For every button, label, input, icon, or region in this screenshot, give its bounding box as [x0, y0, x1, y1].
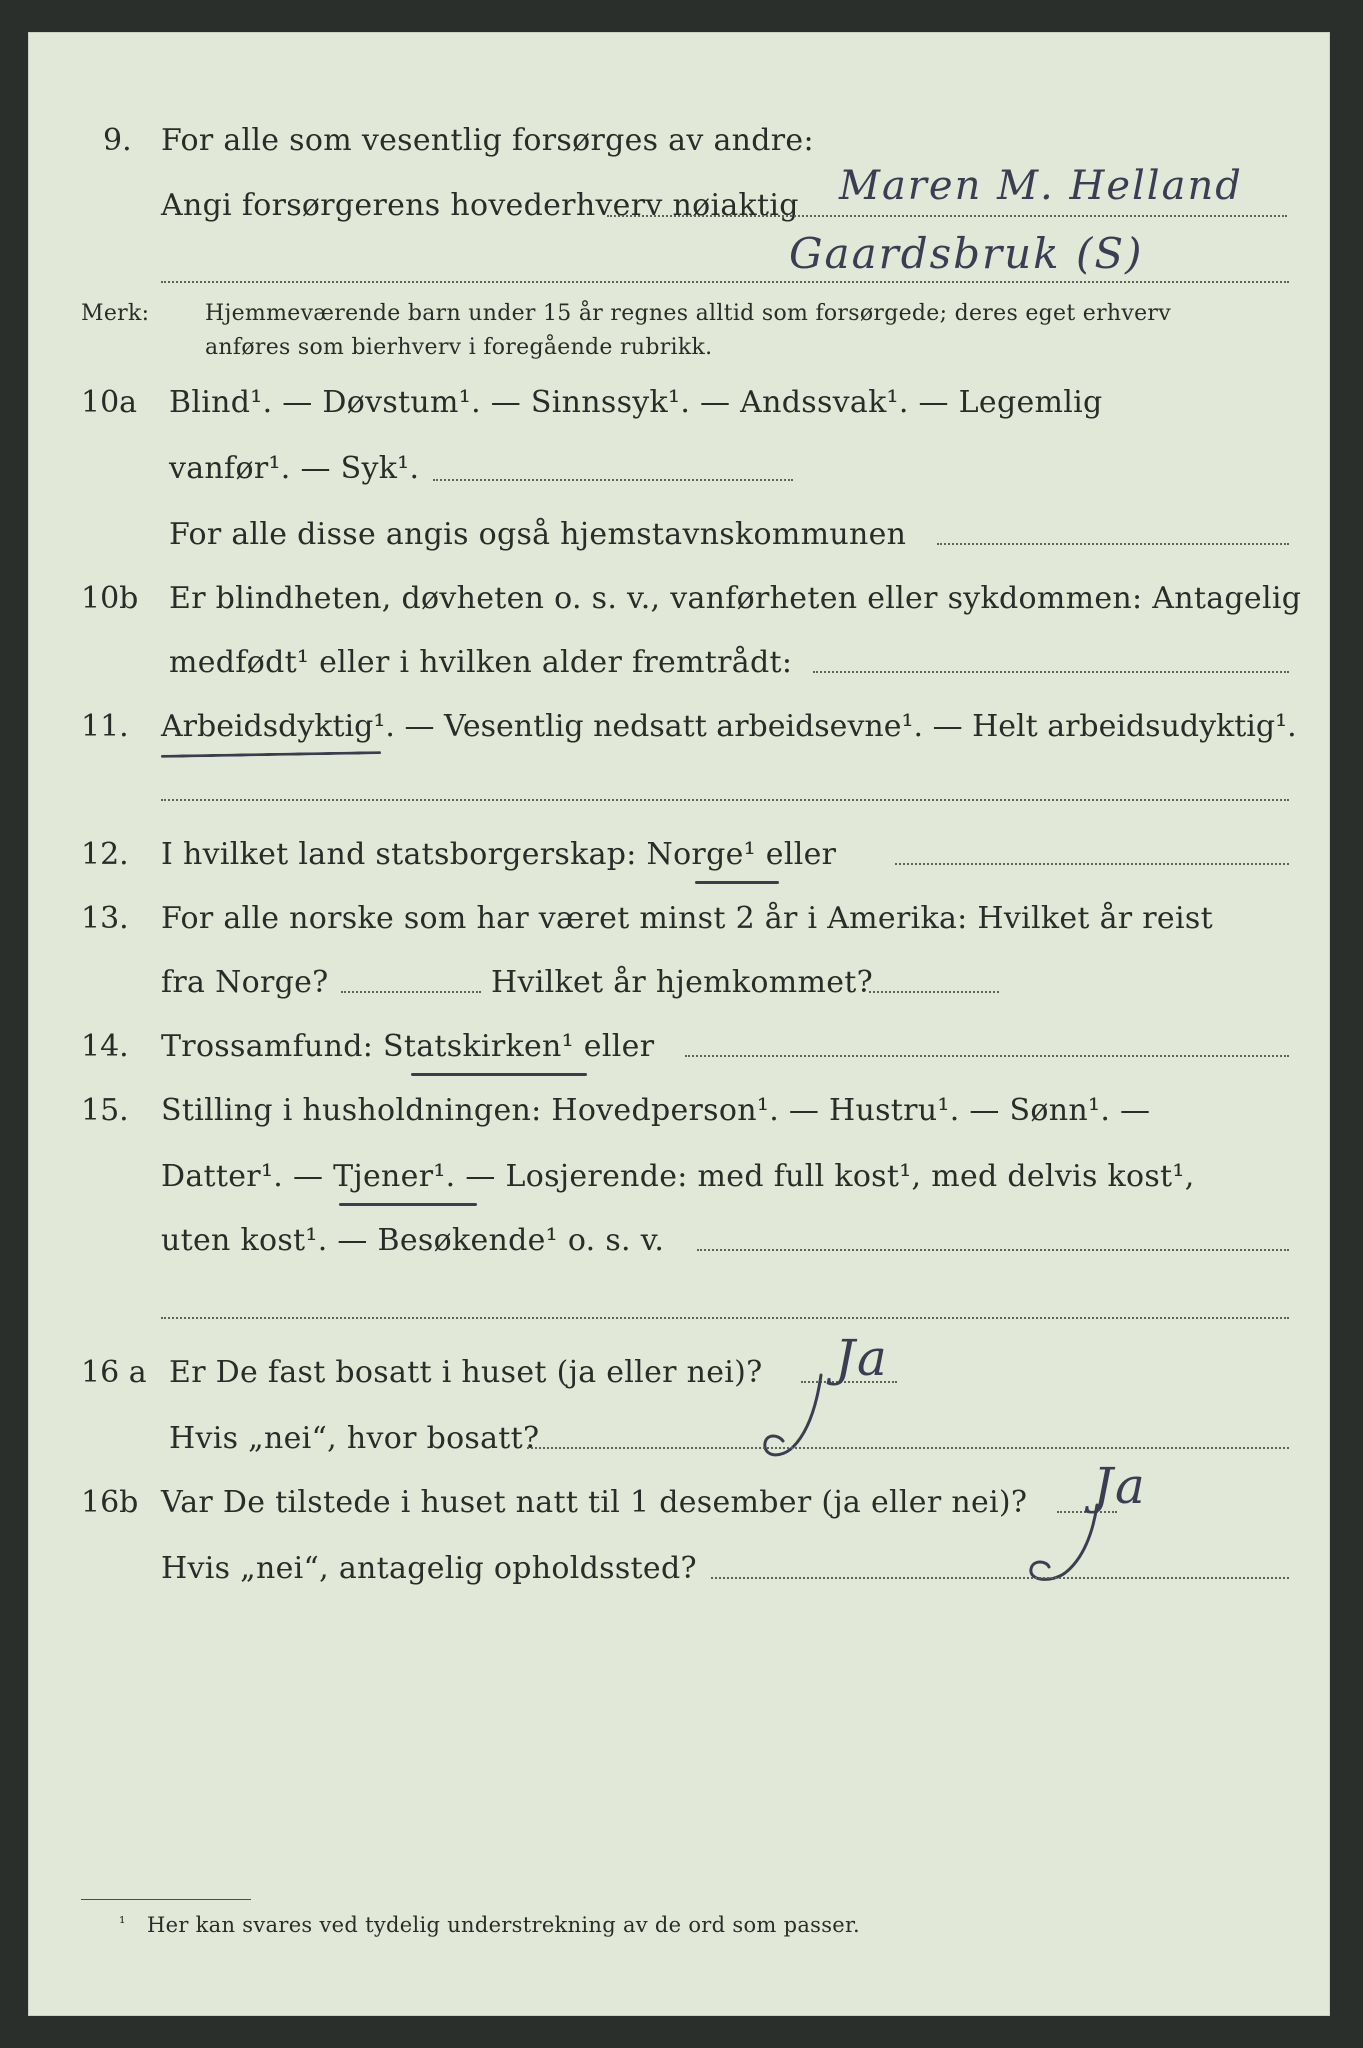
q16a-line2: Hvis „nei“, hvor bosatt?: [169, 1421, 540, 1456]
q10b-line1: Er blindheten, døvheten o. s. v., vanførheten eller sykdommen: Antagelig: [169, 581, 1302, 616]
q16b-handwritten-answer: Ja: [1093, 1457, 1147, 1515]
q13-answer-line2: [869, 991, 999, 993]
q15-line1: Stilling i husholdningen: Hovedperson¹. — Hustru¹. — Sønn¹. —: [161, 1093, 1151, 1128]
q10a-answer-line2: [937, 543, 1289, 545]
q9-answer-line1: [607, 215, 1287, 217]
q16a-handwritten-answer: Ja: [835, 1329, 889, 1387]
q10a-answer-line1: [433, 479, 793, 481]
q10b-answer-line: [813, 671, 1289, 673]
q10a-line2: vanfør¹. — Syk¹.: [169, 451, 420, 486]
q15-line2: Datter¹. — Tjener¹. — Losjerende: med full kost¹, med delvis kost¹,: [161, 1159, 1195, 1194]
q11-underline-mark: [161, 751, 381, 758]
q10b-line2: medfødt¹ eller i hvilken alder fremtrådt:: [169, 645, 793, 680]
q16a-ink-stroke: [759, 1373, 839, 1463]
footnote-text: Her kan svares ved tydelig understrekning av de ord som passer.: [147, 1913, 861, 1937]
q11-number: 11.: [81, 709, 129, 744]
q16a-number: 16 a: [81, 1355, 147, 1390]
q9-answer-line2: [161, 281, 1289, 283]
q15-number: 15.: [81, 1093, 129, 1128]
q13-line2a: fra Norge?: [161, 965, 329, 1000]
footnote-rule: [81, 1899, 251, 1900]
merk-line2: anføres som bierhverv i foregående rubrikk.: [205, 335, 713, 360]
q16a-line1: Er De fast bosatt i huset (ja eller nei)?: [169, 1355, 763, 1390]
q13-answer-line1: [341, 991, 481, 993]
q10a-number: 10a: [81, 385, 138, 420]
census-form-page: [28, 32, 1330, 2016]
q10a-line3: For alle disse angis også hjemstavnskommunen: [169, 517, 907, 552]
q14-line1: Trossamfund: Statskirken¹ eller: [161, 1029, 655, 1064]
q9-line1: For alle som vesentlig forsørges av andre:: [161, 123, 814, 158]
q13-line2b: Hvilket år hjemkommet?: [491, 965, 874, 1000]
q16a-answer-line2: [527, 1447, 1289, 1449]
q12-line1: I hvilket land statsborgerskap: Norge¹ eller: [161, 837, 837, 872]
merk-label: Merk:: [81, 301, 150, 326]
q16b-number: 16b: [81, 1485, 139, 1520]
q13-number: 13.: [81, 901, 129, 936]
q12-answer-line: [895, 863, 1289, 865]
q15-line3: uten kost¹. — Besøkende¹ o. s. v.: [161, 1223, 665, 1258]
q16b-ink-stroke: [1019, 1503, 1109, 1593]
q10a-line1: Blind¹. — Døvstum¹. — Sinnssyk¹. — Andssvak¹. — Legemlig: [169, 385, 1103, 420]
q14-answer-line: [685, 1055, 1289, 1057]
q11-line1: Arbeidsdyktig¹. — Vesentlig nedsatt arbeidsevne¹. — Helt arbeidsudyktig¹.: [161, 709, 1297, 744]
footnote-mark: ¹: [119, 1913, 126, 1932]
q9-line2: Angi forsørgerens hovederhverv nøiaktig: [161, 188, 799, 223]
q9-handwritten-answer2: Gaardsbruk (S): [789, 229, 1144, 278]
q12-number: 12.: [81, 837, 129, 872]
q16b-line1: Var De tilstede i huset natt til 1 desember (ja eller nei)?: [161, 1485, 1028, 1520]
q14-number: 14.: [81, 1029, 129, 1064]
q13-line1: For alle norske som har været minst 2 år i Amerika: Hvilket år reist: [161, 901, 1213, 936]
q12-underline-mark: [695, 881, 779, 884]
q9-number: 9.: [103, 123, 132, 158]
q15-underline-mark: [339, 1203, 477, 1206]
q9-handwritten-answer1: Maren M. Helland: [839, 163, 1243, 209]
q16b-answer-line2: [711, 1577, 1289, 1579]
merk-line1: Hjemmeværende barn under 15 år regnes alltid som forsørgede; deres eget erhverv: [205, 301, 1171, 326]
q16b-line2: Hvis „nei“, antagelig opholdssted?: [161, 1551, 697, 1586]
q10b-number: 10b: [81, 581, 139, 616]
q14-underline-mark: [411, 1073, 587, 1076]
q11-answer-line: [161, 799, 1289, 801]
q15-answer-line1: [697, 1249, 1289, 1251]
q15-answer-line2: [161, 1317, 1289, 1319]
